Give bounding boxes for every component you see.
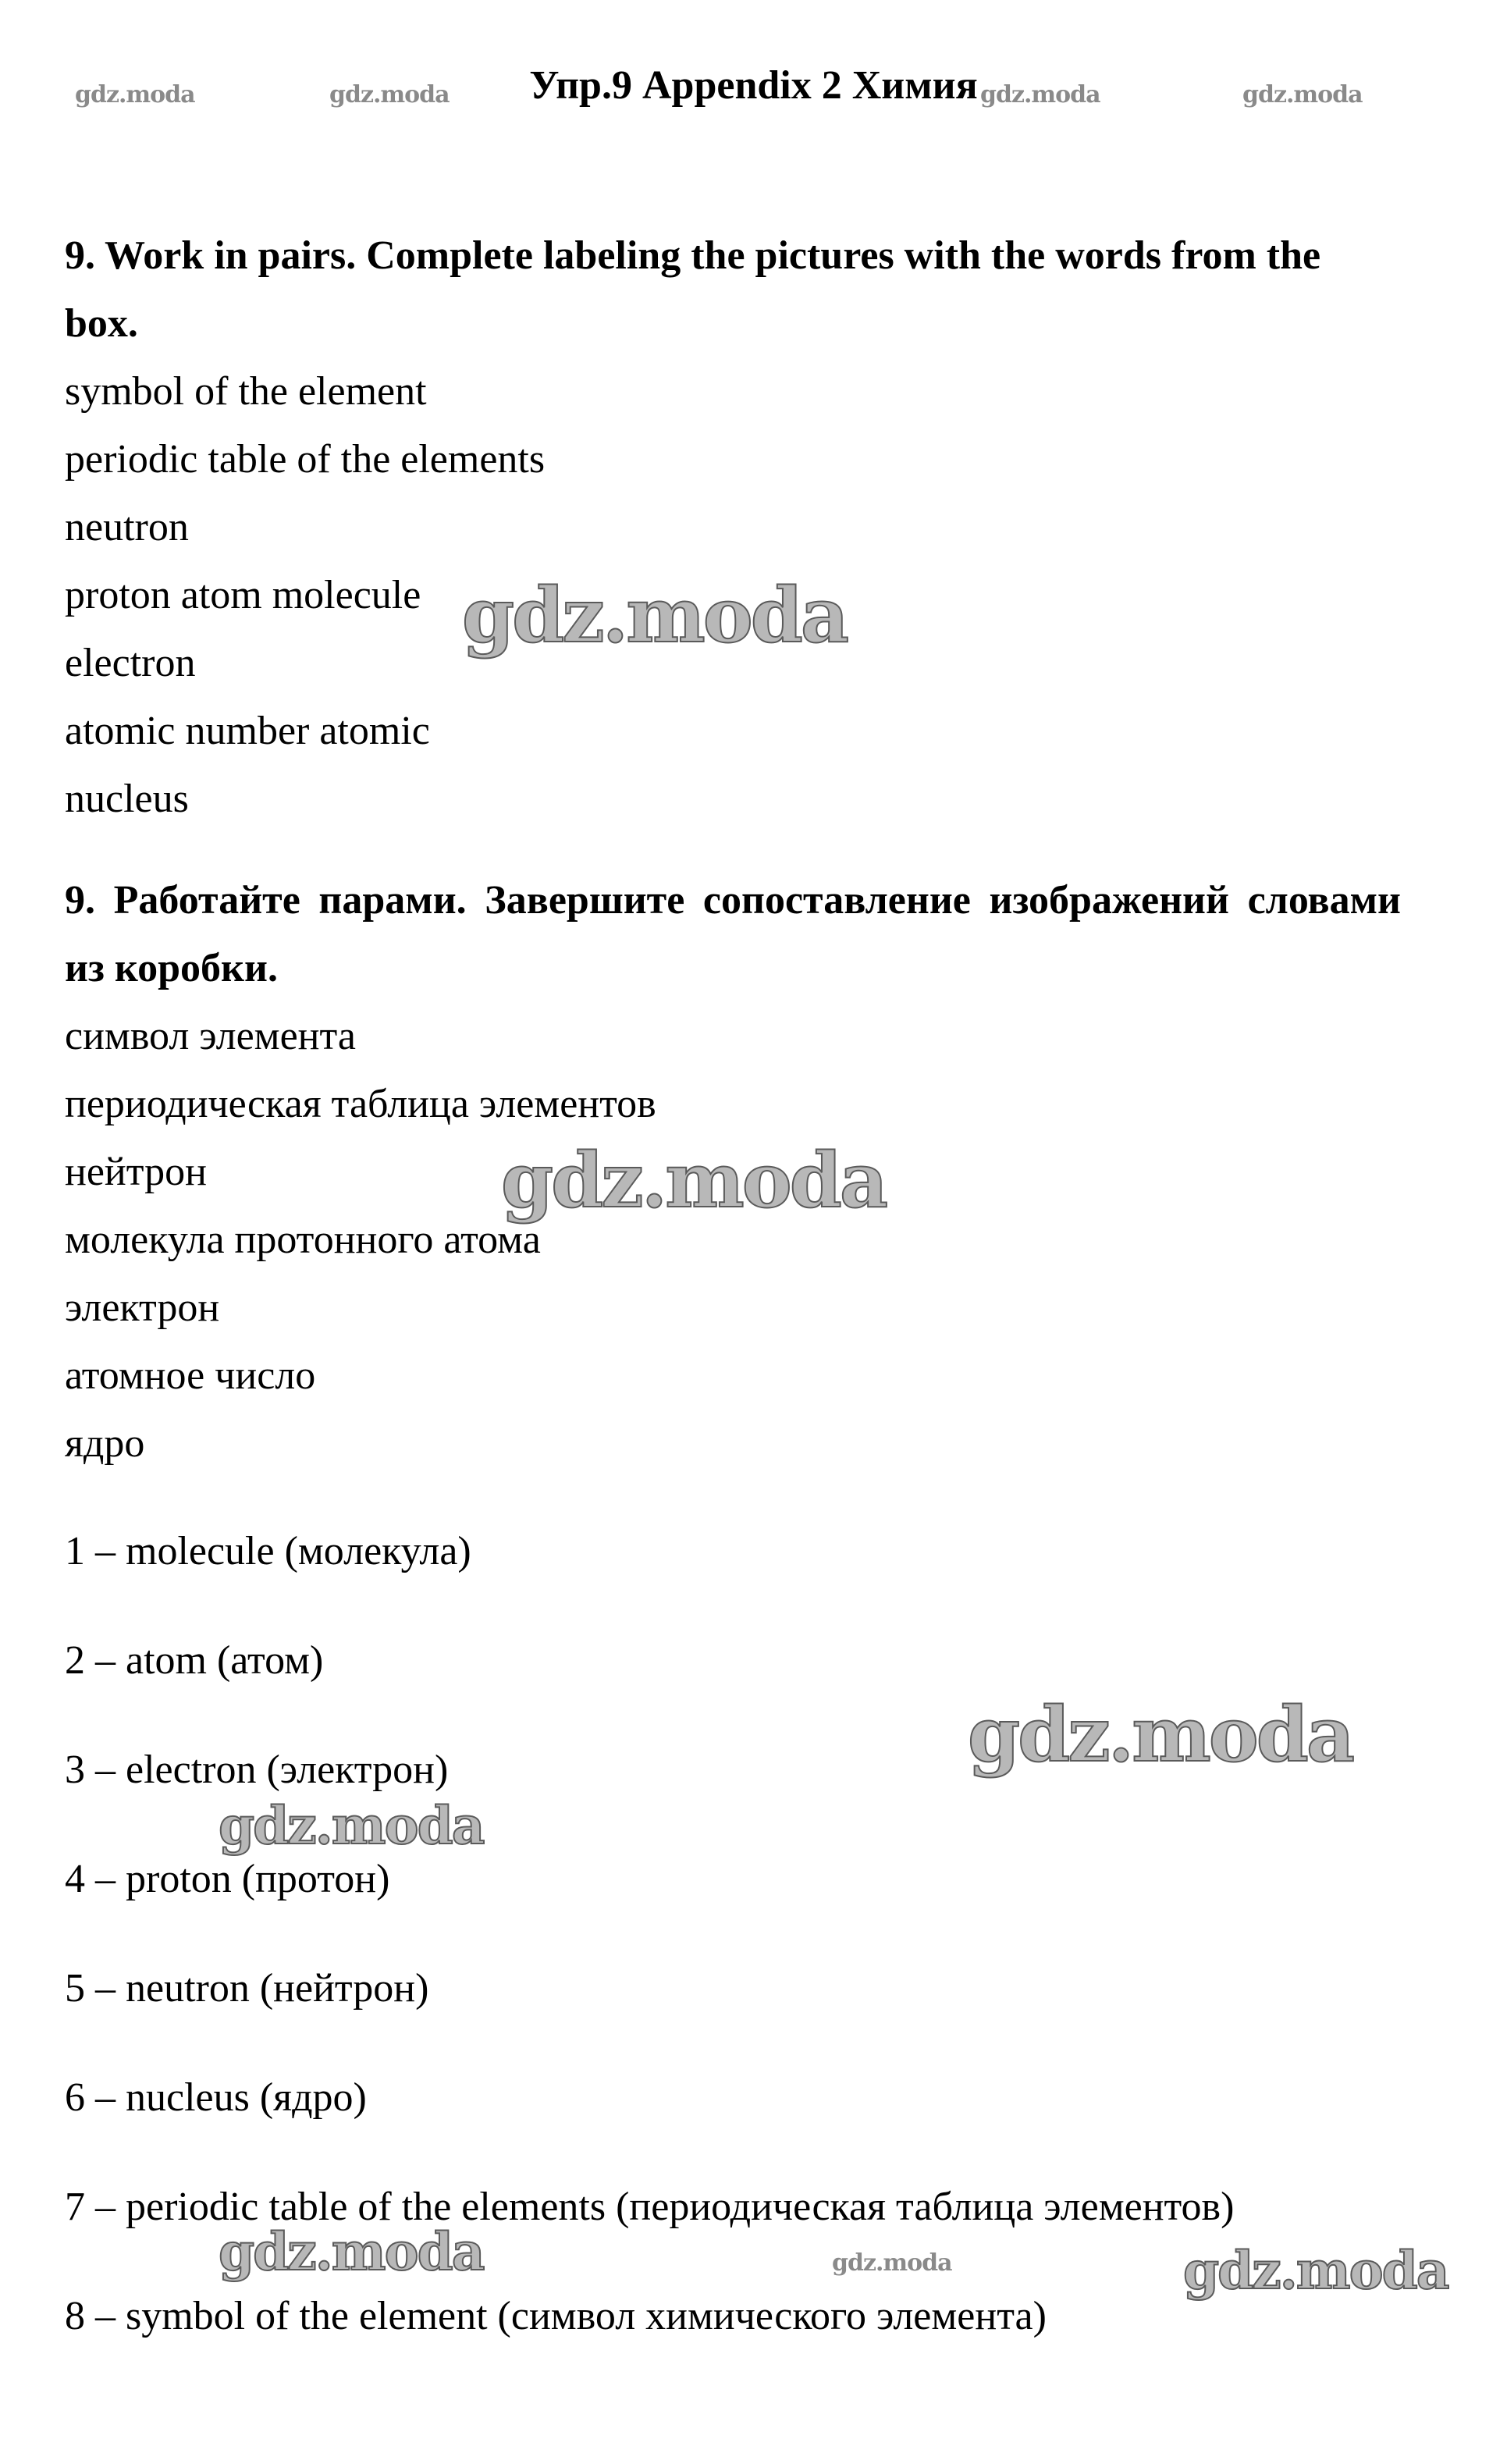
word-list-item: symbol of the element — [65, 369, 427, 414]
watermark: gdz.moda — [462, 571, 848, 660]
watermark: gdz.moda — [75, 81, 195, 108]
english-task-heading: 9. Work in pairs. Complete labeling the pictures with the words from the box. — [65, 233, 1321, 346]
watermark: gdz.moda — [832, 2249, 952, 2277]
answer-item: 5 – neutron (нейтрон) — [65, 1966, 429, 2011]
word-list-item: символ элемента — [65, 1014, 356, 1058]
answer-item: 7 – periodic table of the elements (периодическая таблица элементов) — [65, 2185, 1235, 2229]
word-list-item: nucleus — [65, 777, 189, 821]
word-list-item: нейтрон — [65, 1150, 207, 1194]
page-title: Упр.9 Appendix 2 Химия — [529, 63, 978, 108]
answer-item: 2 – atom (атом) — [65, 1638, 324, 1683]
watermark: gdz.moda — [219, 1795, 484, 1856]
english-section — [65, 222, 1401, 833]
word-list-item: proton atom molecule — [65, 573, 421, 617]
word-list-item: периодическая таблица элементов — [65, 1082, 656, 1126]
word-list-item: молекула протонного атома — [65, 1218, 541, 1262]
watermark: gdz.moda — [968, 1691, 1353, 1779]
watermark: gdz.moda — [501, 1136, 887, 1225]
word-list-item: neutron — [65, 505, 189, 549]
watermark: gdz.moda — [1183, 2240, 1448, 2301]
russian-task-heading: 9. Работайте парами. Завершите сопоставление изображений словами из коробки. — [65, 878, 1401, 990]
answer-item: 3 – electron (электрон) — [65, 1748, 449, 1792]
word-list-item: атомное число — [65, 1353, 316, 1398]
word-list-item: atomic number atomic — [65, 709, 430, 753]
answer-item: 4 – proton (протон) — [65, 1857, 390, 1901]
answer-item: 1 – molecule (молекула) — [65, 1529, 471, 1573]
watermark: gdz.moda — [1242, 81, 1363, 108]
answer-item: 8 – symbol of the element (символ химического элемента) — [65, 2294, 1047, 2338]
word-list-item: electron — [65, 641, 196, 685]
answer-item: 6 – nucleus (ядро) — [65, 2075, 367, 2120]
word-list-item: электрон — [65, 1285, 220, 1330]
word-list-item: periodic table of the elements — [65, 437, 546, 482]
watermark: gdz.moda — [980, 81, 1100, 108]
watermark: gdz.moda — [329, 81, 450, 108]
watermark: gdz.moda — [219, 2221, 484, 2282]
word-list-item: ядро — [65, 1421, 145, 1466]
